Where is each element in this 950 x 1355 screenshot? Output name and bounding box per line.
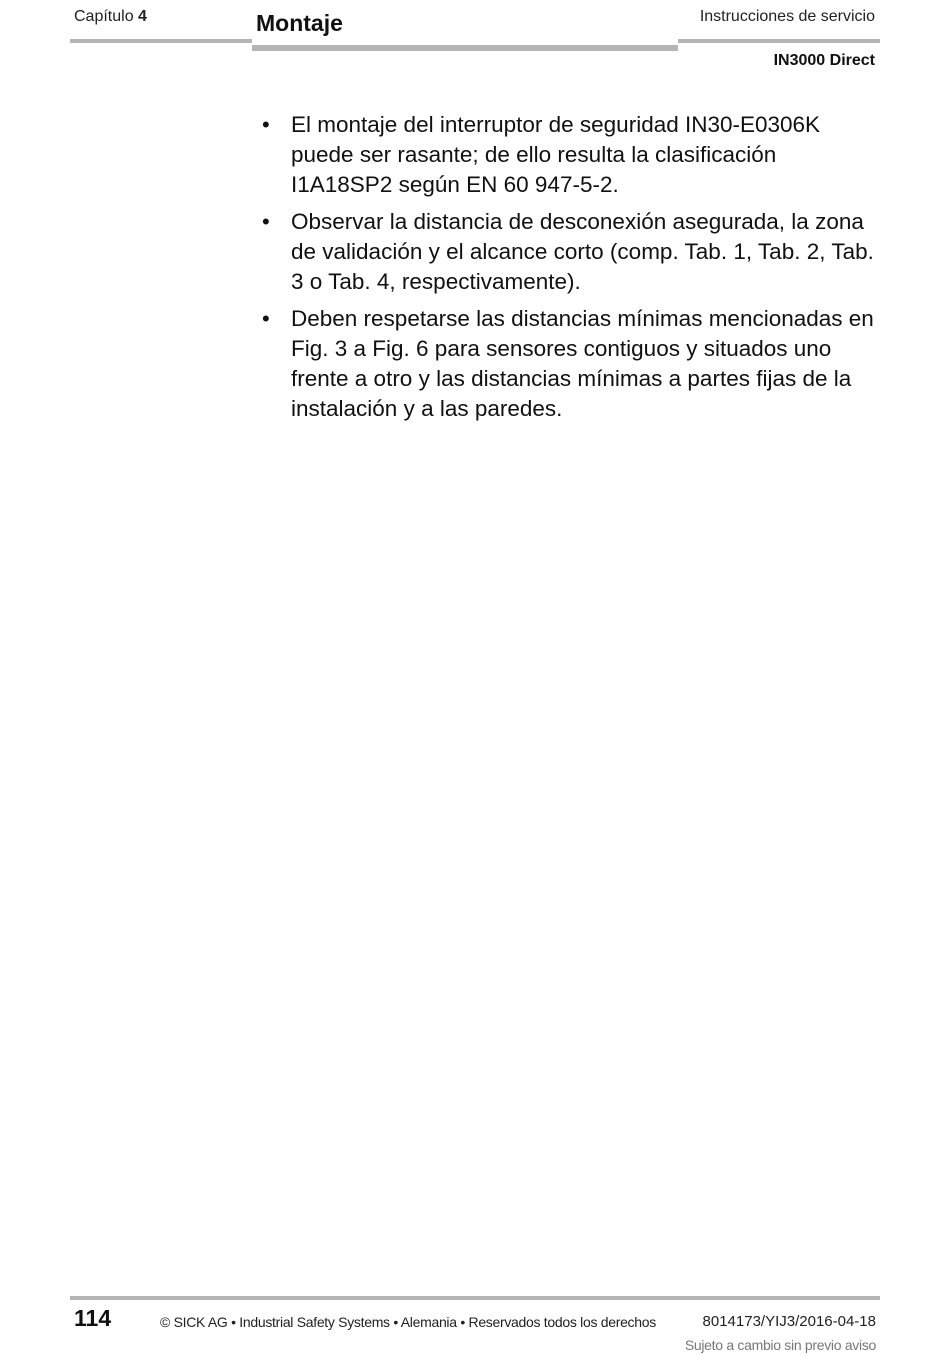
bullet-icon: • [262,112,270,137]
list-item [262,110,877,200]
list-item [262,304,877,424]
list-item-text: Deben respetarse las distancias mínimas mencionadas en Fig. 3 a Fig. 6 para sensores contiguos y situados uno frente a otro y las distancias mínimas a partes fijas de la instalación y a las paredes. [291,306,874,421]
header-rule-left [70,39,252,43]
chapter-indicator [74,8,147,26]
document-id: 8014173/YIJ3/2016-04-18 [702,1313,876,1330]
chapter-label: Capítulo [74,8,134,25]
bullet-icon: • [262,209,270,234]
header-rule-middle [252,45,678,51]
footer-rule [70,1296,880,1300]
list-item-text: El montaje del interruptor de seguridad IN30-E0306K puede ser rasante; de ello resulta la clasificación I1A18SP2 según EN 60 947-5-2. [291,112,821,197]
page-number: 114 [74,1305,112,1331]
header-rule-right [678,39,880,43]
list-item [262,207,877,297]
list-item-text: Observar la distancia de desconexión asegurada, la zona de validación y el alcance corto (comp. Tab. 1, Tab. 2, Tab. 3 o Tab. 4, respectivamente). [291,209,874,294]
subject-to-change-notice: Sujeto a cambio sin previo aviso [684,1337,876,1353]
copyright-notice: © SICK AG • Industrial Safety Systems • Alemania • Reservados todos los derechos [160,1314,656,1330]
manual-type: Instrucciones de servicio [699,8,875,25]
product-name: IN3000 Direct [773,52,875,69]
bullet-icon: • [262,306,270,331]
section-title: Montaje [256,10,343,36]
chapter-number: 4 [138,8,147,25]
mounting-instructions-list [262,110,877,431]
